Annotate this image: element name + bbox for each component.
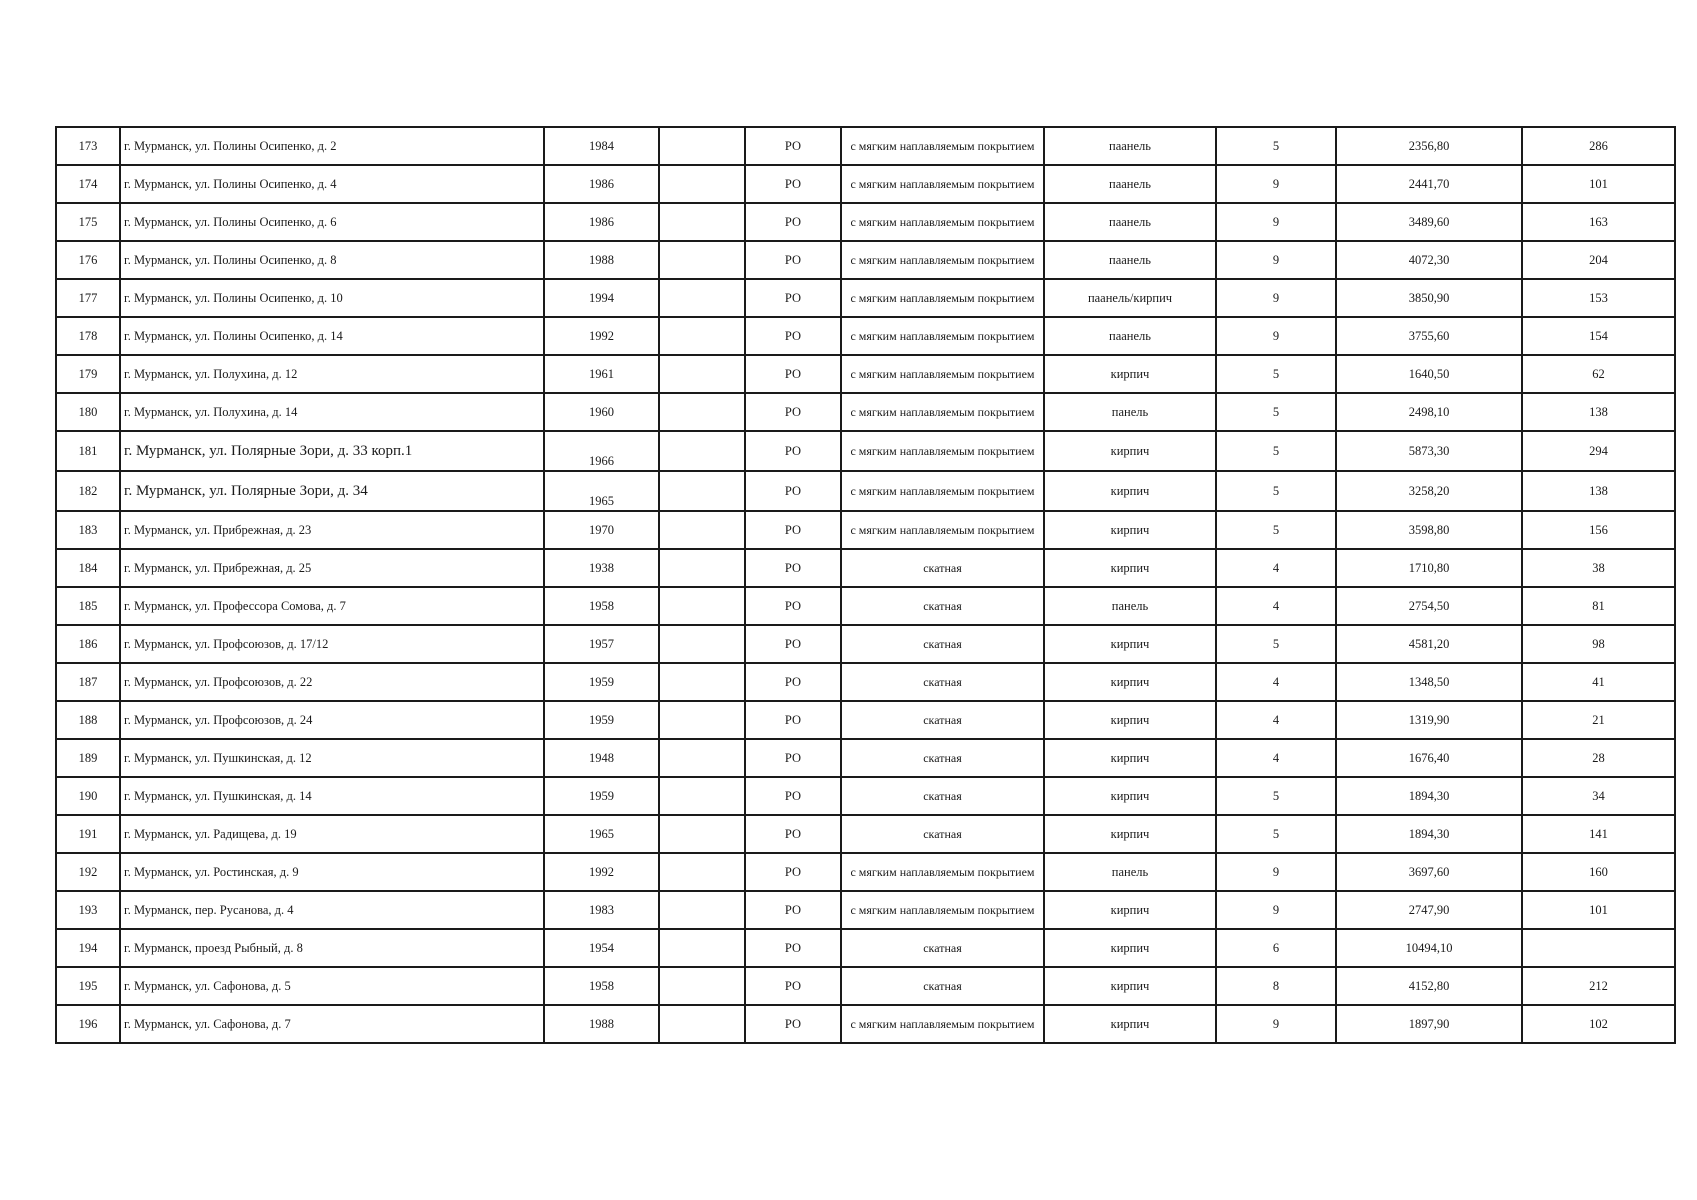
table-body [56, 127, 1675, 1043]
roof-type-cell: скатная [841, 967, 1044, 1005]
area-cell: 1640,50 [1336, 355, 1522, 393]
area-cell: 4581,20 [1336, 625, 1522, 663]
area-cell: 4072,30 [1336, 241, 1522, 279]
fund-type-cell: РО [745, 393, 841, 431]
table-row [56, 701, 1675, 739]
empty-cell [659, 431, 745, 471]
address-cell: г. Мурманск, ул. Полухина, д. 14 [120, 393, 544, 431]
table-row [56, 355, 1675, 393]
area-cell: 2747,90 [1336, 891, 1522, 929]
wall-material-cell: панель [1044, 393, 1216, 431]
area-cell: 1894,30 [1336, 777, 1522, 815]
table-row [56, 279, 1675, 317]
row-number-cell: 193 [56, 891, 120, 929]
residents-cell: 38 [1522, 549, 1675, 587]
row-number-cell: 174 [56, 165, 120, 203]
wall-material-cell: кирпич [1044, 815, 1216, 853]
address-cell: г. Мурманск, ул. Профсоюзов, д. 24 [120, 701, 544, 739]
year-built-cell: 1966 [544, 431, 659, 471]
table-row [56, 471, 1675, 511]
fund-type-cell: РО [745, 203, 841, 241]
roof-type-cell: скатная [841, 549, 1044, 587]
empty-cell [659, 777, 745, 815]
table-row [56, 929, 1675, 967]
fund-type-cell: РО [745, 317, 841, 355]
wall-material-cell: кирпич [1044, 739, 1216, 777]
residents-cell [1522, 929, 1675, 967]
residents-cell: 160 [1522, 853, 1675, 891]
fund-type-cell: РО [745, 853, 841, 891]
row-number-cell: 176 [56, 241, 120, 279]
floors-cell: 4 [1216, 549, 1336, 587]
wall-material-cell: панель [1044, 853, 1216, 891]
roof-type-cell: с мягким наплавляемым покрытием [841, 355, 1044, 393]
wall-material-cell: кирпич [1044, 1005, 1216, 1043]
roof-type-cell: скатная [841, 701, 1044, 739]
fund-type-cell: РО [745, 967, 841, 1005]
empty-cell [659, 967, 745, 1005]
area-cell: 3755,60 [1336, 317, 1522, 355]
table-row [56, 625, 1675, 663]
area-cell: 1676,40 [1336, 739, 1522, 777]
roof-type-cell: скатная [841, 739, 1044, 777]
year-built-cell: 1954 [544, 929, 659, 967]
row-number-cell: 185 [56, 587, 120, 625]
floors-cell: 5 [1216, 127, 1336, 165]
row-number-cell: 189 [56, 739, 120, 777]
residents-cell: 286 [1522, 127, 1675, 165]
table-row [56, 317, 1675, 355]
year-built-cell: 1984 [544, 127, 659, 165]
empty-cell [659, 853, 745, 891]
roof-type-cell: с мягким наплавляемым покрытием [841, 393, 1044, 431]
floors-cell: 4 [1216, 663, 1336, 701]
year-built-cell: 1961 [544, 355, 659, 393]
residents-cell: 204 [1522, 241, 1675, 279]
row-number-cell: 178 [56, 317, 120, 355]
residents-cell: 21 [1522, 701, 1675, 739]
row-number-cell: 196 [56, 1005, 120, 1043]
wall-material-cell: паанель [1044, 317, 1216, 355]
empty-cell [659, 279, 745, 317]
address-cell: г. Мурманск, ул. Прибрежная, д. 25 [120, 549, 544, 587]
empty-cell [659, 929, 745, 967]
floors-cell: 9 [1216, 165, 1336, 203]
floors-cell: 5 [1216, 471, 1336, 511]
roof-type-cell: с мягким наплавляемым покрытием [841, 165, 1044, 203]
address-cell: г. Мурманск, ул. Полины Осипенко, д. 10 [120, 279, 544, 317]
empty-cell [659, 317, 745, 355]
fund-type-cell: РО [745, 241, 841, 279]
wall-material-cell: кирпич [1044, 471, 1216, 511]
wall-material-cell: кирпич [1044, 929, 1216, 967]
area-cell: 2441,70 [1336, 165, 1522, 203]
fund-type-cell: РО [745, 587, 841, 625]
roof-type-cell: скатная [841, 815, 1044, 853]
empty-cell [659, 815, 745, 853]
area-cell: 3697,60 [1336, 853, 1522, 891]
year-built-cell: 1948 [544, 739, 659, 777]
year-built-cell: 1986 [544, 203, 659, 241]
area-cell: 10494,10 [1336, 929, 1522, 967]
empty-cell [659, 393, 745, 431]
year-built-cell: 1938 [544, 549, 659, 587]
row-number-cell: 186 [56, 625, 120, 663]
wall-material-cell: кирпич [1044, 431, 1216, 471]
residents-cell: 153 [1522, 279, 1675, 317]
row-number-cell: 191 [56, 815, 120, 853]
empty-cell [659, 625, 745, 663]
residents-cell: 101 [1522, 891, 1675, 929]
row-number-cell: 184 [56, 549, 120, 587]
row-number-cell: 190 [56, 777, 120, 815]
address-cell: г. Мурманск, ул. Ростинская, д. 9 [120, 853, 544, 891]
table-row [56, 165, 1675, 203]
address-cell: г. Мурманск, ул. Сафонова, д. 7 [120, 1005, 544, 1043]
address-cell: г. Мурманск, ул. Пушкинская, д. 12 [120, 739, 544, 777]
empty-cell [659, 701, 745, 739]
empty-cell [659, 891, 745, 929]
year-built-cell: 1958 [544, 967, 659, 1005]
row-number-cell: 180 [56, 393, 120, 431]
year-built-cell: 1959 [544, 777, 659, 815]
empty-cell [659, 663, 745, 701]
area-cell: 1894,30 [1336, 815, 1522, 853]
area-cell: 2498,10 [1336, 393, 1522, 431]
empty-cell [659, 203, 745, 241]
empty-cell [659, 241, 745, 279]
address-cell: г. Мурманск, ул. Полины Осипенко, д. 14 [120, 317, 544, 355]
residents-cell: 154 [1522, 317, 1675, 355]
empty-cell [659, 739, 745, 777]
roof-type-cell: с мягким наплавляемым покрытием [841, 203, 1044, 241]
floors-cell: 5 [1216, 355, 1336, 393]
table-row [56, 511, 1675, 549]
roof-type-cell: скатная [841, 777, 1044, 815]
floors-cell: 5 [1216, 431, 1336, 471]
wall-material-cell: паанель [1044, 127, 1216, 165]
row-number-cell: 194 [56, 929, 120, 967]
table-row [56, 549, 1675, 587]
floors-cell: 9 [1216, 1005, 1336, 1043]
roof-type-cell: с мягким наплавляемым покрытием [841, 279, 1044, 317]
address-cell: г. Мурманск, ул. Полухина, д. 12 [120, 355, 544, 393]
floors-cell: 6 [1216, 929, 1336, 967]
year-built-cell: 1988 [544, 241, 659, 279]
area-cell: 1319,90 [1336, 701, 1522, 739]
table-row [56, 1005, 1675, 1043]
table-row [56, 739, 1675, 777]
year-built-cell: 1992 [544, 853, 659, 891]
floors-cell: 9 [1216, 279, 1336, 317]
floors-cell: 4 [1216, 739, 1336, 777]
empty-cell [659, 549, 745, 587]
empty-cell [659, 511, 745, 549]
residents-cell: 138 [1522, 471, 1675, 511]
year-built-cell: 1960 [544, 393, 659, 431]
row-number-cell: 181 [56, 431, 120, 471]
fund-type-cell: РО [745, 663, 841, 701]
address-cell: г. Мурманск, ул. Полярные Зори, д. 34 [120, 471, 544, 511]
wall-material-cell: кирпич [1044, 967, 1216, 1005]
fund-type-cell: РО [745, 431, 841, 471]
fund-type-cell: РО [745, 701, 841, 739]
wall-material-cell: паанель [1044, 165, 1216, 203]
fund-type-cell: РО [745, 929, 841, 967]
table-row [56, 853, 1675, 891]
fund-type-cell: РО [745, 739, 841, 777]
empty-cell [659, 165, 745, 203]
wall-material-cell: кирпич [1044, 625, 1216, 663]
table-row [56, 587, 1675, 625]
year-built-cell: 1959 [544, 663, 659, 701]
roof-type-cell: с мягким наплавляемым покрытием [841, 431, 1044, 471]
floors-cell: 5 [1216, 511, 1336, 549]
table-row [56, 663, 1675, 701]
residents-cell: 81 [1522, 587, 1675, 625]
fund-type-cell: РО [745, 815, 841, 853]
roof-type-cell: скатная [841, 929, 1044, 967]
area-cell: 3598,80 [1336, 511, 1522, 549]
floors-cell: 5 [1216, 777, 1336, 815]
area-cell: 4152,80 [1336, 967, 1522, 1005]
year-built-cell: 1965 [544, 471, 659, 511]
empty-cell [659, 355, 745, 393]
fund-type-cell: РО [745, 165, 841, 203]
address-cell: г. Мурманск, проезд Рыбный, д. 8 [120, 929, 544, 967]
address-cell: г. Мурманск, ул. Полярные Зори, д. 33 корп.1 [120, 431, 544, 471]
roof-type-cell: с мягким наплавляемым покрытием [841, 241, 1044, 279]
wall-material-cell: паанель [1044, 241, 1216, 279]
row-number-cell: 195 [56, 967, 120, 1005]
row-number-cell: 188 [56, 701, 120, 739]
year-built-cell: 1983 [544, 891, 659, 929]
residents-cell: 163 [1522, 203, 1675, 241]
wall-material-cell: кирпич [1044, 355, 1216, 393]
area-cell: 3850,90 [1336, 279, 1522, 317]
residents-cell: 28 [1522, 739, 1675, 777]
roof-type-cell: с мягким наплавляемым покрытием [841, 853, 1044, 891]
address-cell: г. Мурманск, ул. Прибрежная, д. 23 [120, 511, 544, 549]
address-cell: г. Мурманск, пер. Русанова, д. 4 [120, 891, 544, 929]
wall-material-cell: кирпич [1044, 777, 1216, 815]
row-number-cell: 177 [56, 279, 120, 317]
year-built-cell: 1988 [544, 1005, 659, 1043]
row-number-cell: 175 [56, 203, 120, 241]
fund-type-cell: РО [745, 279, 841, 317]
wall-material-cell: паанель/кирпич [1044, 279, 1216, 317]
year-built-cell: 1957 [544, 625, 659, 663]
year-built-cell: 1994 [544, 279, 659, 317]
address-cell: г. Мурманск, ул. Профессора Сомова, д. 7 [120, 587, 544, 625]
roof-type-cell: с мягким наплавляемым покрытием [841, 891, 1044, 929]
year-built-cell: 1992 [544, 317, 659, 355]
roof-type-cell: с мягким наплавляемым покрытием [841, 511, 1044, 549]
fund-type-cell: РО [745, 625, 841, 663]
address-cell: г. Мурманск, ул. Профсоюзов, д. 22 [120, 663, 544, 701]
row-number-cell: 182 [56, 471, 120, 511]
roof-type-cell: скатная [841, 625, 1044, 663]
table-row [56, 777, 1675, 815]
residents-cell: 141 [1522, 815, 1675, 853]
row-number-cell: 187 [56, 663, 120, 701]
table-row [56, 967, 1675, 1005]
table-row [56, 127, 1675, 165]
residents-cell: 212 [1522, 967, 1675, 1005]
floors-cell: 5 [1216, 393, 1336, 431]
row-number-cell: 192 [56, 853, 120, 891]
address-cell: г. Мурманск, ул. Радищева, д. 19 [120, 815, 544, 853]
area-cell: 1710,80 [1336, 549, 1522, 587]
floors-cell: 8 [1216, 967, 1336, 1005]
floors-cell: 4 [1216, 587, 1336, 625]
fund-type-cell: РО [745, 1005, 841, 1043]
fund-type-cell: РО [745, 891, 841, 929]
table-row [56, 431, 1675, 471]
address-cell: г. Мурманск, ул. Полины Осипенко, д. 2 [120, 127, 544, 165]
residents-cell: 138 [1522, 393, 1675, 431]
floors-cell: 9 [1216, 891, 1336, 929]
area-cell: 3489,60 [1336, 203, 1522, 241]
address-cell: г. Мурманск, ул. Полины Осипенко, д. 4 [120, 165, 544, 203]
row-number-cell: 173 [56, 127, 120, 165]
floors-cell: 5 [1216, 815, 1336, 853]
area-cell: 2356,80 [1336, 127, 1522, 165]
roof-type-cell: с мягким наплавляемым покрытием [841, 471, 1044, 511]
housing-register-table [55, 126, 1676, 1044]
area-cell: 1897,90 [1336, 1005, 1522, 1043]
wall-material-cell: кирпич [1044, 663, 1216, 701]
year-built-cell: 1970 [544, 511, 659, 549]
residents-cell: 41 [1522, 663, 1675, 701]
roof-type-cell: скатная [841, 587, 1044, 625]
year-built-cell: 1965 [544, 815, 659, 853]
residents-cell: 34 [1522, 777, 1675, 815]
empty-cell [659, 1005, 745, 1043]
residents-cell: 156 [1522, 511, 1675, 549]
roof-type-cell: с мягким наплавляемым покрытием [841, 1005, 1044, 1043]
year-built-cell: 1958 [544, 587, 659, 625]
residents-cell: 62 [1522, 355, 1675, 393]
fund-type-cell: РО [745, 777, 841, 815]
address-cell: г. Мурманск, ул. Полины Осипенко, д. 6 [120, 203, 544, 241]
table-row [56, 203, 1675, 241]
empty-cell [659, 127, 745, 165]
fund-type-cell: РО [745, 471, 841, 511]
empty-cell [659, 471, 745, 511]
residents-cell: 102 [1522, 1005, 1675, 1043]
residents-cell: 294 [1522, 431, 1675, 471]
area-cell: 5873,30 [1336, 431, 1522, 471]
area-cell: 1348,50 [1336, 663, 1522, 701]
residents-cell: 98 [1522, 625, 1675, 663]
floors-cell: 9 [1216, 241, 1336, 279]
wall-material-cell: паанель [1044, 203, 1216, 241]
year-built-cell: 1986 [544, 165, 659, 203]
area-cell: 3258,20 [1336, 471, 1522, 511]
row-number-cell: 179 [56, 355, 120, 393]
empty-cell [659, 587, 745, 625]
area-cell: 2754,50 [1336, 587, 1522, 625]
wall-material-cell: кирпич [1044, 891, 1216, 929]
fund-type-cell: РО [745, 127, 841, 165]
wall-material-cell: кирпич [1044, 511, 1216, 549]
fund-type-cell: РО [745, 511, 841, 549]
roof-type-cell: с мягким наплавляемым покрытием [841, 127, 1044, 165]
wall-material-cell: панель [1044, 587, 1216, 625]
table-row [56, 241, 1675, 279]
floors-cell: 9 [1216, 317, 1336, 355]
floors-cell: 4 [1216, 701, 1336, 739]
floors-cell: 5 [1216, 625, 1336, 663]
address-cell: г. Мурманск, ул. Профсоюзов, д. 17/12 [120, 625, 544, 663]
fund-type-cell: РО [745, 355, 841, 393]
year-built-cell: 1959 [544, 701, 659, 739]
table-row [56, 393, 1675, 431]
wall-material-cell: кирпич [1044, 701, 1216, 739]
address-cell: г. Мурманск, ул. Сафонова, д. 5 [120, 967, 544, 1005]
row-number-cell: 183 [56, 511, 120, 549]
address-cell: г. Мурманск, ул. Полины Осипенко, д. 8 [120, 241, 544, 279]
address-cell: г. Мурманск, ул. Пушкинская, д. 14 [120, 777, 544, 815]
roof-type-cell: с мягким наплавляемым покрытием [841, 317, 1044, 355]
residents-cell: 101 [1522, 165, 1675, 203]
floors-cell: 9 [1216, 853, 1336, 891]
roof-type-cell: скатная [841, 663, 1044, 701]
wall-material-cell: кирпич [1044, 549, 1216, 587]
table-row [56, 815, 1675, 853]
table-row [56, 891, 1675, 929]
fund-type-cell: РО [745, 549, 841, 587]
floors-cell: 9 [1216, 203, 1336, 241]
